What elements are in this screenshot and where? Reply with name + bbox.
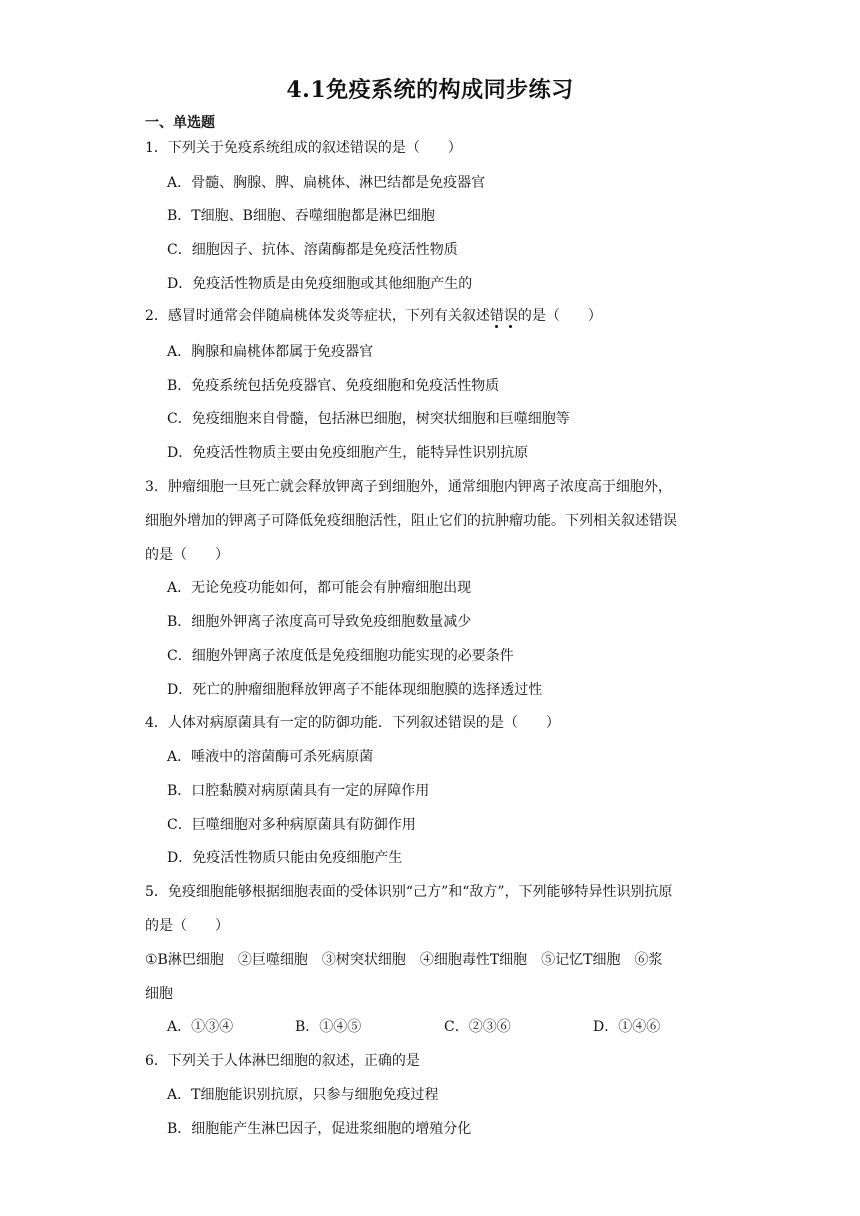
question-2-stem-suffix: 的是（ ）: [517, 308, 602, 324]
question-2-stem-prefix: 2．感冒时通常会伴随扁桃体发炎等症状，下列有关叙述: [145, 308, 490, 324]
question-5-stem-line-1: 5．免疫细胞能够根据细胞表面的受体识别“己方”和“敌方”，下列能够特异性识别抗原: [145, 884, 673, 900]
question-3-stem-line-3: 的是（ ）: [145, 547, 229, 563]
question-3-option-b: B．细胞外钾离子浓度高可导致免疫细胞数量减少: [167, 614, 472, 630]
section-title: 一、单选题: [145, 115, 215, 131]
question-5-stem-line-2: 的是（ ）: [145, 918, 229, 934]
question-3-stem-line-1: 3．肿瘤细胞一旦死亡就会释放钾离子到细胞外，通常细胞内钾离子浓度高于细胞外，: [145, 479, 672, 495]
question-5-items-line-1: ①B淋巴细胞 ②巨噬细胞 ③树突状细胞 ④细胞毒性T细胞 ⑤记忆T细胞 ⑥浆: [145, 952, 663, 968]
page-title: 4.1免疫系统的构成同步练习: [286, 77, 574, 103]
question-1-option-b: B．T细胞、B细胞、吞噬细胞都是淋巴细胞: [167, 208, 435, 224]
question-2-stem: [145, 306, 602, 326]
emphasis-dot-char: 误: [503, 308, 518, 324]
question-2-option-b: B．免疫系统包括免疫器官、免疫细胞和免疫活性物质: [167, 378, 500, 394]
question-6-stem: 6．下列关于人体淋巴细胞的叙述，正确的是: [145, 1053, 420, 1069]
question-3-option-c: C．细胞外钾离子浓度低是免疫细胞功能实现的必要条件: [167, 648, 514, 664]
question-6-option-a: A．T细胞能识别抗原，只参与细胞免疫过程: [167, 1087, 439, 1103]
question-3-option-d: D．死亡的肿瘤细胞释放钾离子不能体现细胞膜的选择透过性: [167, 682, 543, 698]
emphasis-dot-char: 错: [489, 308, 504, 324]
question-5-option-b: B．①④⑤: [295, 1019, 362, 1035]
question-2-option-a: A．胸腺和扁桃体都属于免疫器官: [167, 344, 374, 360]
question-4-option-c: C．巨噬细胞对多种病原菌具有防御作用: [167, 817, 416, 833]
question-5-option-a: A．①③④: [167, 1019, 234, 1035]
question-1-option-d: D．免疫活性物质是由免疫细胞或其他细胞产生的: [167, 276, 473, 292]
question-2-option-c: C．免疫细胞来自骨髓，包括淋巴细胞，树突状细胞和巨噬细胞等: [167, 411, 570, 427]
question-4-stem: 4．人体对病原菌具有一定的防御功能．下列叙述错误的是（ ）: [145, 715, 560, 731]
question-3-stem-line-2: 细胞外增加的钾离子可降低免疫细胞活性，阻止它们的抗肿瘤功能。下列相关叙述错误: [145, 513, 677, 529]
question-5-items-line-2: 细胞: [145, 986, 173, 1002]
question-4-option-b: B．口腔黏膜对病原菌具有一定的屏障作用: [167, 783, 430, 799]
question-4-option-d: D．免疫活性物质只能由免疫细胞产生: [167, 850, 403, 866]
question-5-option-c: C．②③⑥: [444, 1019, 511, 1035]
question-5-option-d: D．①④⑥: [593, 1019, 661, 1035]
question-3-option-a: A．无论免疫功能如何，都可能会有肿瘤细胞出现: [167, 580, 472, 596]
question-1-stem: 1．下列关于免疫系统组成的叙述错误的是（ ）: [145, 140, 462, 156]
question-2-option-d: D．免疫活性物质主要由免疫细胞产生，能特异性识别抗原: [167, 445, 529, 461]
question-4-option-a: A．唾液中的溶菌酶可杀死病原菌: [167, 749, 374, 765]
question-1-option-c: C．细胞因子、抗体、溶菌酶都是免疫活性物质: [167, 242, 458, 258]
question-6-option-b: B．细胞能产生淋巴因子，促进浆细胞的增殖分化: [167, 1121, 472, 1137]
question-1-option-a: A．骨髓、胸腺、脾、扁桃体、淋巴结都是免疫器官: [167, 175, 486, 191]
